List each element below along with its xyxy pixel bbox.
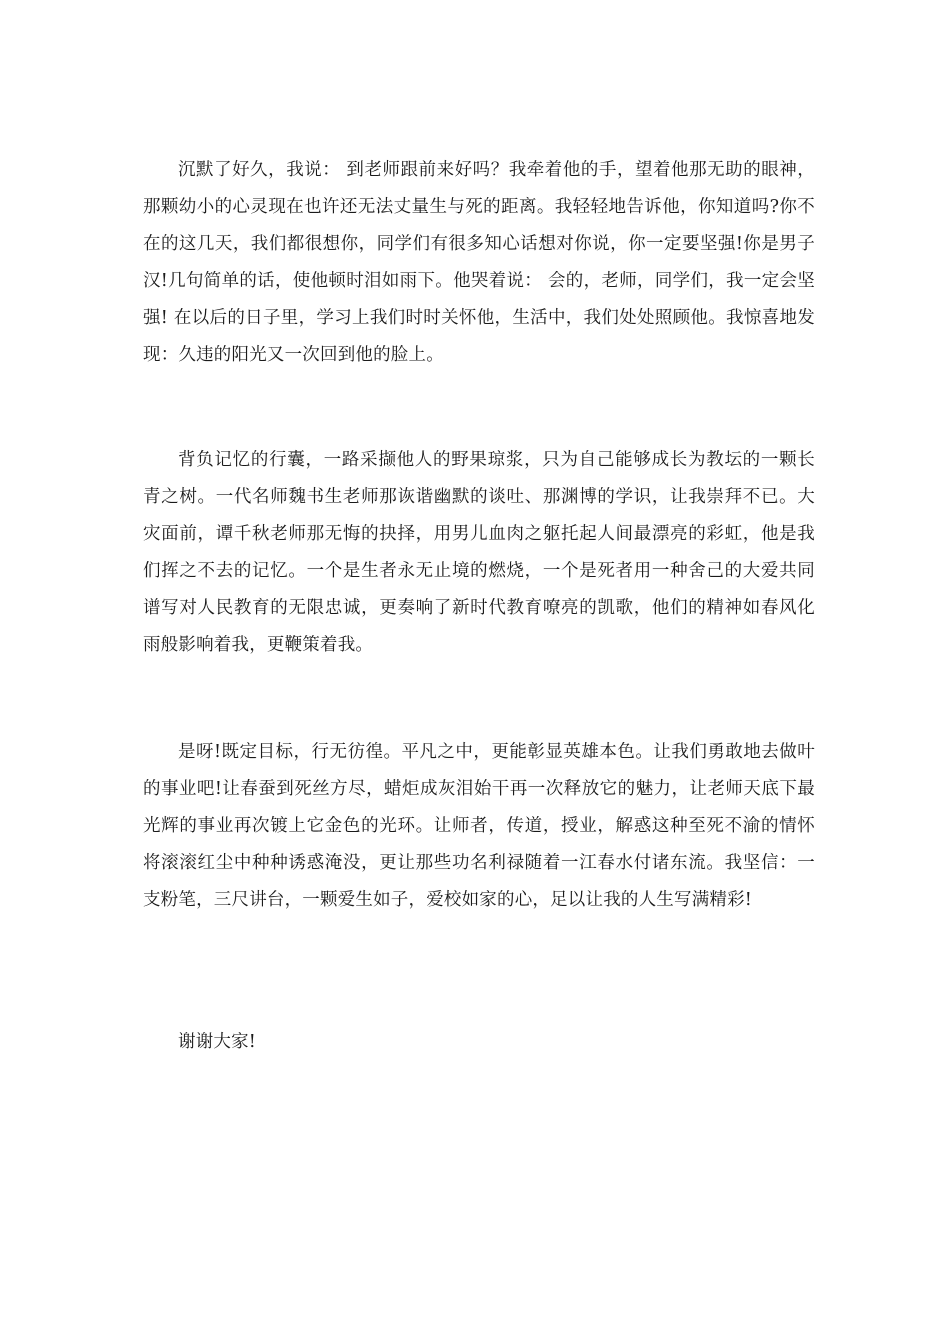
paragraph-role-models: 背负记忆的行囊，一路采撷他人的野果琼浆，只为自己能够成长为教坛的一颗长青之树。一代名师魏书生老师那诙谐幽默的谈吐、那渊博的学识，让我崇拜不已。大灾面前，谭千秋老师那无悔的抉择，用男儿血肉之躯托起人间最漂亮的彩虹，他是我们挥之不去的记忆。一个是生者永无止境的燃烧，一个是死者用一种舍己的大爱共同谱写对人民教育的无限忠诚，更奏响了新时代教育嘹亮的凯歌，他们的精神如春风化雨般影响着我，更鞭策着我。: [143, 450, 815, 655]
paragraph-comforting-student: 沉默了好久，我说： 到老师跟前来好吗？我牵着他的手，望着他那无助的眼神，那颗幼小的心灵现在也许还无法丈量生与死的距离。我轻轻地告诉他，你知道吗?你不在的这几天，我们都很想你，同学们有很多知心话想对你说，你一定要坚强!你是男子汉!几句简单的话，使他顿时泪如雨下。他哭着说： 会的，老师，同学们，我一定会坚强! 在以后的日子里，学习上我们时时关怀他，生活中，我们处处照顾他。我惊喜地发现：久违的阳光又一次回到他的脸上。: [143, 160, 815, 365]
paragraph-resolution: 是呀!既定目标，行无彷徨。平凡之中，更能彰显英雄本色。让我们勇敢地去做叶的事业吧!让春蚕到死丝方尽，蜡炬成灰泪始干再一次释放它的魅力，让老师天底下最光辉的事业再次镀上它金色的光环。让师者，传道，授业，解惑这种至死不渝的情怀将滚滚红尘中种种诱惑淹没，更让那些功名利禄随着一江春水付诸东流。我坚信：一支粉笔，三尺讲台，一颗爱生如子，爱校如家的心，足以让我的人生写满精彩!: [143, 742, 815, 910]
paragraph-thanks: 谢谢大家!: [178, 1032, 257, 1052]
